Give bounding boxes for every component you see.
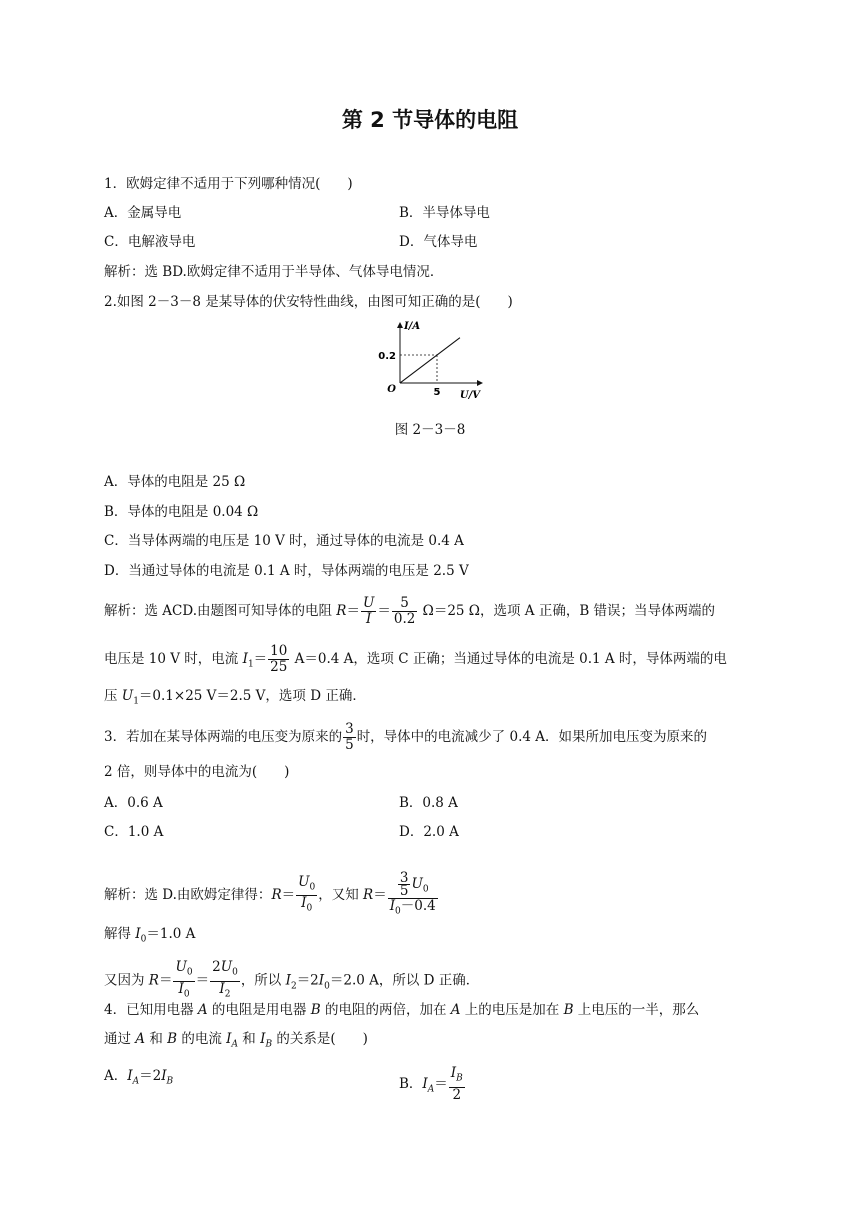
q1-option-b: B．半导体导电 [399,205,490,221]
q3-option-d: D．2.0 A [399,824,459,840]
subscript: 1 [247,659,254,670]
q4-option-a [104,1066,173,1092]
text: ＝ [253,651,268,667]
q3-analysis-line-1 [104,872,439,919]
var-i: I [226,1031,232,1047]
var-u1: U [121,688,134,704]
q4-stem-line-1 [104,1000,699,1020]
numerator [388,872,438,899]
text: 压 [104,688,122,704]
subscript: 0 [140,934,147,945]
var-b: B [563,1002,574,1018]
numerator [173,960,194,982]
fraction-u-over-i [361,596,376,627]
denominator: 2 [452,1086,462,1103]
text: ＝ [434,1075,448,1092]
denominator: 5 [399,883,409,899]
text: －0.4 [400,897,436,914]
var-i: I [260,1031,266,1047]
var-i: I [450,1065,457,1081]
var-b: B [310,1002,321,1018]
x-tick-label: 5 [433,387,441,398]
var-u: U [175,959,187,975]
q1-analysis: 解析：选 BD.欧姆定律不适用于半导体、气体导电情况． [104,264,444,280]
numerator [449,1066,465,1088]
text: 上电压的一半，那么 [573,1002,700,1018]
text: 的电流 [177,1031,227,1047]
subscript: 1 [133,696,139,707]
subscript: B [265,1039,273,1050]
subscript: B [166,1076,174,1087]
subscript: 0 [309,882,316,893]
denominator: 25 [270,659,288,675]
text: 的电阻的两倍，加在 [320,1002,451,1018]
var-a: A [135,1031,146,1047]
text: 和 [145,1031,168,1047]
figure-caption: 图 2－3－8 [394,422,466,438]
text: 的电阻是用电器 [207,1002,311,1018]
subscript: A [132,1076,140,1087]
q3-stem-line-2: 2 倍，则导体中的电流为( ) [104,764,290,780]
text: B． [399,1075,423,1092]
text: ＝1.0 A [146,926,196,942]
origin-label: O [387,384,396,395]
var-r: R [363,887,374,904]
var-a: A [197,1002,208,1018]
coefficient: 2 [212,959,221,975]
var-u: U [298,873,310,890]
text: 4．已知用电器 [104,1002,198,1018]
var-u: U [411,876,423,892]
q2-option-b: B．导体的电阻是 0.04 Ω [104,504,259,520]
text: 电压是 10 V 时，电流 [104,651,243,667]
numerator [210,960,240,982]
subscript: 0 [232,967,238,978]
q1-option-a: A．金属导电 [104,205,182,221]
q3-analysis-line-3 [104,960,479,1002]
text: Ω＝25 Ω，选项 A 正确，B 错误；当导体两端的 [418,603,716,619]
text: ＝ [195,972,210,989]
fraction-ib-over-2 [449,1066,465,1103]
text: ，所以 [240,972,286,989]
var-b: B [167,1031,178,1047]
q4-stem-line-2 [104,1029,368,1055]
q2-option-c: C．当导体两端的电压是 10 V 时，通过导体的电流是 0.4 A [104,533,464,549]
subscript: A [231,1039,238,1050]
text: ＝0.1×25 V＝2.5 V，选项 D 正确． [138,688,366,704]
text: 3．若加在某导体两端的电压变为原来的 [104,729,343,745]
numerator [296,875,317,897]
compound-fraction [388,872,438,919]
var-i: I [285,972,291,989]
denominator [296,896,317,917]
q3-option-a: A．0.6 A [104,795,163,811]
var-a: A [450,1002,461,1018]
y-tick-label: 0.2 [378,351,396,362]
text: 时，导体中的电流减少了 0.4 A．如果所加电压变为原来的 [356,729,707,745]
subscript: A [427,1084,435,1095]
text: 解析：选 ACD.由题图可知导体的电阻 [104,603,337,619]
var-i: I [389,897,396,914]
q2-analysis-line-3 [104,686,366,712]
q2-analysis-line-2 [104,644,727,675]
text: A． [104,1068,128,1084]
text: 通过 [104,1031,136,1047]
q3-option-b: B．0.8 A [399,795,458,811]
fraction-10-over-25 [268,644,289,675]
var-i: I [301,895,307,912]
y-axis-label: I/A [404,321,421,332]
page-title: 第 2 节导体的电阻 [341,108,519,132]
subscript: 0 [306,903,313,914]
numerator: 10 [270,643,288,659]
q3-analysis-line-2 [104,924,195,950]
q3-option-c: C．1.0 A [104,824,164,840]
denominator: 5 [345,737,354,753]
denominator: 0.2 [393,611,416,627]
text: ＝ [373,887,387,904]
text: ＝ [158,972,173,989]
denominator: I [365,611,372,627]
var-i: I [127,1068,133,1084]
text: ＝2 [296,972,319,989]
subscript: 0 [422,884,429,895]
subscript: 0 [186,967,193,978]
subscript: 0 [395,906,401,917]
fraction-5-over-0.2 [392,596,417,627]
var-i1: I [242,651,248,667]
text: 的关系是( ) [272,1031,368,1047]
subscript: 0 [183,989,190,1000]
text: 解析：选 D.由欧姆定律得： [104,887,272,904]
text: ＝2 [139,1068,162,1084]
subscript: B [456,1073,463,1084]
text: 上的电压是加在 [460,1002,564,1018]
text: ，又知 [318,887,364,904]
text: ＝ [377,603,391,619]
var-r: R [336,603,347,619]
var-i: I [161,1068,167,1084]
iv-series-line [400,338,460,383]
numerator: 5 [392,596,417,612]
var-i: I [135,926,141,942]
text: 又因为 [104,972,149,989]
subscript: 0 [324,981,330,992]
text: ＝ [346,603,360,619]
q2-stem: 2.如图 2－3－8 是某导体的伏安特性曲线，由图可知正确的是( ) [104,294,513,310]
q1-option-c: C．电解液导电 [104,234,196,250]
text: ＝ [281,887,296,904]
numerator: 3 [345,721,354,737]
var-i: I [219,980,225,997]
var-i: I [422,1075,428,1092]
q2-option-a: A．导体的电阻是 25 Ω [104,474,246,490]
q2-option-d: D．当通过导体的电流是 0.1 A 时，导体两端的电压是 2.5 V [104,563,469,579]
text: A＝0.4 A，选项 C 正确；当通过导体的电流是 0.1 A 时，导体两端的电 [290,651,727,667]
numerator: 3 [399,870,409,886]
x-axis-label: U/V [459,390,481,401]
iv-chart [370,318,490,402]
var-r: R [271,887,282,904]
var-r: R [148,972,159,989]
fraction-u0-over-i0 [296,875,317,917]
q3-stem-line-1 [104,722,707,753]
fraction-3-over-5 [398,872,411,897]
numerator: U [362,595,375,611]
denominator [388,899,438,920]
fraction-u0-over-i0 [173,960,194,1002]
q4-option-b [399,1066,466,1103]
q1-option-d: D．气体导电 [399,234,478,250]
subscript: 2 [290,981,297,992]
var-i: I [178,980,184,997]
q2-analysis-line-1 [104,596,715,627]
subscript: 2 [224,989,231,1000]
var-u: U [220,959,233,975]
var-i: I [318,972,325,989]
fraction-3-over-5 [343,722,356,753]
q1-stem: 1．欧姆定律不适用于下列哪种情况( ) [104,176,353,192]
text: 和 [238,1031,261,1047]
text: 解得 [104,926,136,942]
text: ＝2.0 A，所以 D 正确． [329,972,480,989]
fraction-2u0-over-i2 [210,960,240,1002]
